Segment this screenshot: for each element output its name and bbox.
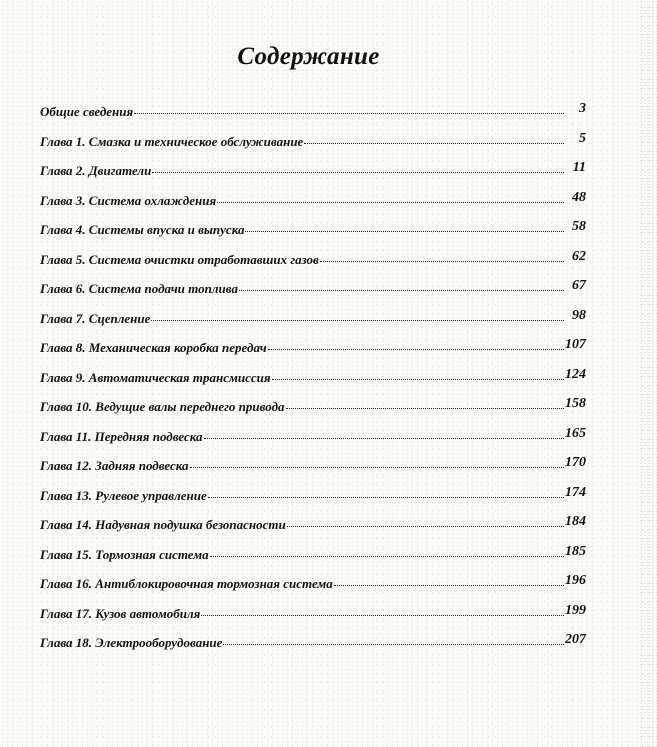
toc-entry[interactable] bbox=[40, 455, 590, 488]
toc-dot-leader bbox=[190, 466, 564, 468]
toc-entry[interactable] bbox=[40, 366, 590, 400]
toc-entry-label: Глава 5. Система очистки отработавших газов bbox=[40, 251, 319, 267]
toc-entry[interactable] bbox=[40, 278, 590, 311]
toc-page-number: 174 bbox=[565, 484, 586, 500]
toc-page-number: 196 bbox=[565, 573, 586, 588]
toc-entry[interactable] bbox=[40, 160, 590, 193]
toc-page-number: 158 bbox=[565, 396, 586, 411]
toc-entry[interactable] bbox=[40, 396, 590, 429]
toc-entry[interactable] bbox=[40, 189, 590, 223]
toc-page-number: 185 bbox=[565, 543, 586, 559]
toc-entry-label: Глава 12. Задняя подвеска bbox=[40, 458, 189, 473]
toc-entry[interactable] bbox=[40, 219, 590, 252]
toc-page-number: 199 bbox=[565, 602, 586, 618]
toc-page-number: 165 bbox=[565, 425, 586, 441]
toc-page-number: 67 bbox=[572, 278, 586, 293]
toc-page-number: 184 bbox=[565, 514, 586, 529]
toc-entry-label: Глава 7. Сцепление bbox=[40, 310, 151, 326]
toc-page-number: 48 bbox=[572, 189, 586, 205]
toc-entry[interactable] bbox=[40, 484, 590, 518]
toc-entry[interactable] bbox=[40, 602, 590, 636]
toc-entry-label: Глава 2. Двигатели bbox=[40, 163, 152, 178]
toc-entry[interactable] bbox=[40, 425, 590, 459]
toc-entry-label: Глава 8. Механическая коробка передач bbox=[40, 340, 267, 355]
table-of-contents bbox=[40, 101, 590, 665]
toc-dot-leader bbox=[217, 201, 564, 203]
toc-dot-leader bbox=[320, 260, 564, 262]
toc-dot-leader bbox=[334, 584, 564, 586]
toc-entry-label: Общие сведения bbox=[40, 104, 134, 119]
toc-entry[interactable] bbox=[40, 130, 590, 164]
toc-dot-leader bbox=[245, 230, 564, 232]
toc-dot-leader bbox=[287, 525, 564, 527]
toc-dot-leader bbox=[151, 319, 564, 321]
toc-entry-label: Глава 6. Система подачи топлива bbox=[40, 281, 238, 296]
toc-dot-leader bbox=[272, 378, 564, 380]
toc-entry-label: Глава 14. Надувная подушка безопасности bbox=[40, 517, 286, 532]
toc-dot-leader bbox=[223, 643, 564, 645]
toc-dot-leader bbox=[201, 614, 564, 616]
toc-dot-leader bbox=[268, 348, 564, 350]
toc-entry-label: Глава 4. Системы впуска и выпуска bbox=[40, 222, 245, 237]
toc-entry[interactable] bbox=[40, 573, 590, 606]
toc-page-number: 58 bbox=[572, 219, 586, 234]
toc-dot-leader bbox=[134, 112, 564, 114]
toc-dot-leader bbox=[208, 496, 564, 498]
toc-entry[interactable] bbox=[40, 101, 590, 134]
toc-entry-label: Глава 18. Электрооборудование bbox=[40, 635, 223, 650]
toc-entry[interactable] bbox=[40, 543, 590, 577]
toc-page-number: 170 bbox=[565, 455, 586, 470]
toc-entry-label: Глава 13. Рулевое управление bbox=[40, 487, 207, 503]
toc-entry-label: Глава 11. Передняя подвеска bbox=[40, 428, 203, 444]
toc-entry-label: Глава 16. Антиблокировочная тормозная система bbox=[40, 576, 333, 591]
toc-entry-label: Глава 1. Смазка и техническое обслуживание bbox=[40, 133, 304, 149]
toc-dot-leader bbox=[286, 407, 564, 409]
toc-entry[interactable] bbox=[40, 337, 590, 370]
toc-entry[interactable] bbox=[40, 248, 590, 282]
toc-entry-label: Глава 17. Кузов автомобиля bbox=[40, 605, 201, 621]
toc-entry[interactable] bbox=[40, 514, 590, 547]
toc-dot-leader bbox=[152, 171, 564, 173]
toc-page-number: 3 bbox=[579, 101, 586, 116]
toc-page-number: 62 bbox=[572, 248, 586, 264]
toc-dot-leader bbox=[210, 555, 564, 557]
toc-entry-label: Глава 15. Тормозная система bbox=[40, 546, 209, 562]
page-title: Содержание bbox=[237, 42, 380, 70]
toc-page-number: 107 bbox=[565, 337, 586, 352]
toc-dot-leader bbox=[239, 289, 564, 291]
toc-entry[interactable] bbox=[40, 632, 590, 665]
toc-entry-label: Глава 3. Система охлаждения bbox=[40, 192, 217, 208]
toc-entry-label: Глава 10. Ведущие валы переднего привода bbox=[40, 399, 285, 414]
scan-edge-noise bbox=[639, 0, 657, 747]
toc-page-number: 207 bbox=[565, 632, 586, 647]
toc-dot-leader bbox=[204, 437, 564, 439]
toc-dot-leader bbox=[304, 142, 564, 144]
toc-page-number: 98 bbox=[572, 307, 586, 323]
toc-page-number: 11 bbox=[572, 160, 586, 175]
toc-entry-label: Глава 9. Автоматическая трансмиссия bbox=[40, 369, 271, 385]
toc-page-number: 124 bbox=[565, 366, 586, 382]
toc-page-number: 5 bbox=[579, 130, 586, 146]
toc-entry[interactable] bbox=[40, 307, 590, 341]
